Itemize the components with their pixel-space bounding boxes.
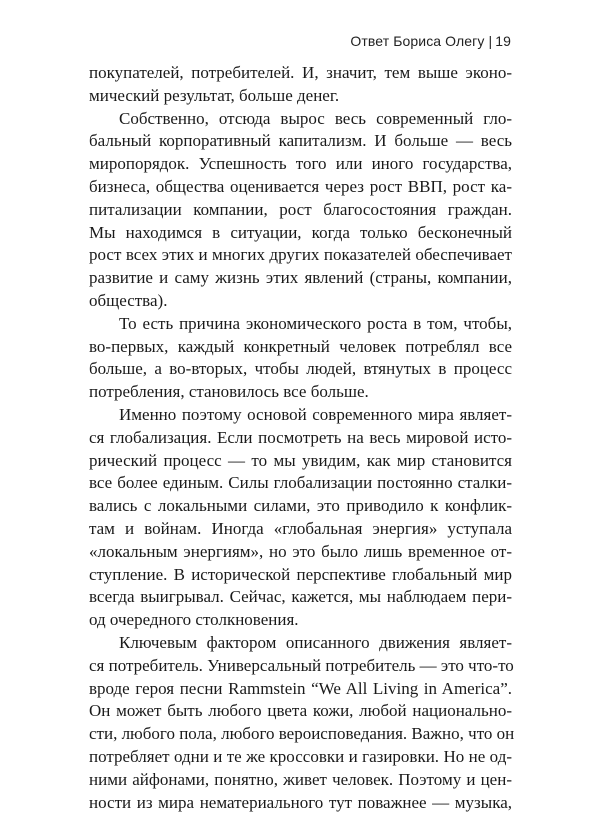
text-line: рический процесс — то мы увидим, как мир становится: [89, 450, 512, 473]
text-line: все более единым. Силы глобализации постоянно сталки-: [89, 472, 512, 495]
text-line: «локальным энергиям», но это было лишь временное от-: [89, 541, 512, 564]
text-line: рост всех этих и многих других показателей обеспечивает: [89, 244, 512, 267]
text-line: потребления, становилось все больше.: [89, 381, 512, 404]
text-line: ся глобализация. Если посмотреть на весь мировой исто-: [89, 427, 512, 450]
chapter-title: Ответ Бориса Олегу: [350, 33, 484, 49]
paragraph: [89, 632, 512, 814]
text-line: Мы находимся в ситуации, когда только бесконечный: [89, 222, 512, 245]
paragraph: [89, 313, 512, 404]
text-line: там и войнам. Иногда «глобальная энергия» уступала: [89, 518, 512, 541]
text-line: развитие и саму жизнь этих явлений (страны, компании,: [89, 267, 512, 290]
text-line: покупателей, потребителей. И, значит, тем выше эконо-: [89, 62, 512, 85]
text-line: больше, а во-вторых, чтобы людей, втянутых в процесс: [89, 358, 512, 381]
text-line: мический результат, больше денег.: [89, 85, 512, 108]
text-line: Ключевым фактором описанного движения являет-: [89, 632, 512, 655]
text-line: ступление. В исторической перспективе глобальный мир: [89, 564, 512, 587]
body-text: [89, 62, 512, 814]
text-line: Собственно, отсюда вырос весь современный гло-: [89, 108, 512, 131]
text-line: ности из мира нематериального тут поважнее — музыка,: [89, 792, 512, 814]
text-line: миропорядок. Успешность того или иного государства,: [89, 153, 512, 176]
text-line: бальный корпоративный капитализм. И больше — весь: [89, 130, 512, 153]
text-line: бизнеса, общества оценивается через рост ВВП, рост ка-: [89, 176, 512, 199]
text-line: питализации компании, рост благосостояния граждан.: [89, 199, 512, 222]
text-line: потребляет одни и те же кроссовки и газировки. Но не од-: [89, 746, 512, 769]
text-line: во-первых, каждый конкретный человек потреблял все: [89, 336, 512, 359]
header-separator: |: [488, 33, 492, 49]
text-line: од очередного столкновения.: [89, 609, 512, 632]
text-line: вались с локальными силами, это приводило к конфлик-: [89, 495, 512, 518]
paragraph: [89, 62, 512, 108]
page-number: 19: [495, 33, 511, 49]
text-line: То есть причина экономического роста в том, чтобы,: [89, 313, 512, 336]
text-line: общества).: [89, 290, 512, 313]
text-line: ними айфонами, понятно, живет человек. Поэтому и цен-: [89, 769, 512, 792]
text-line: всегда выигрывал. Сейчас, кажется, мы наблюдаем пери-: [89, 586, 512, 609]
paragraph: [89, 108, 512, 313]
paragraph: [89, 404, 512, 632]
text-line: Именно поэтому основой современного мира являет-: [89, 404, 512, 427]
text-line: сти, любого пола, любого вероисповедания. Важно, что он: [89, 723, 512, 746]
text-line: вроде героя песни Rammstein “We All Living in America”.: [89, 678, 512, 701]
running-header: [350, 33, 511, 49]
text-line: ся потребитель. Универсальный потребитель — это что-то: [89, 655, 512, 678]
text-line: Он может быть любого цвета кожи, любой национально-: [89, 700, 512, 723]
